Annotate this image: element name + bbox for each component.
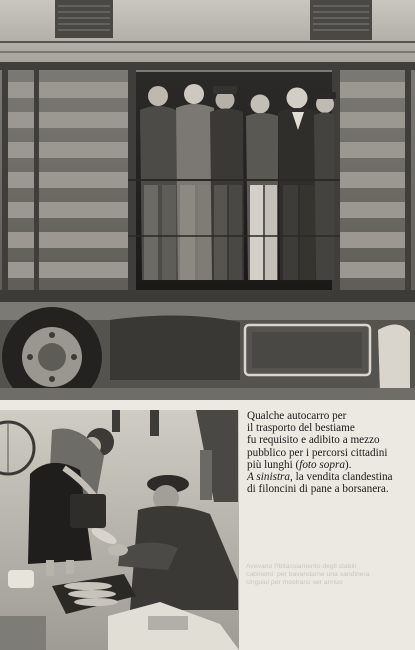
caption-text: ). bbox=[344, 458, 352, 471]
caption-line-with-ref bbox=[247, 459, 413, 471]
bleed-line: cinguiui per mostrarci ser annuo bbox=[246, 579, 343, 586]
photo-bread-black-market bbox=[0, 410, 239, 650]
caption-line-with-ref bbox=[247, 471, 413, 483]
caption-line: pubblico per i percorsi cittadini bbox=[247, 446, 388, 459]
caption-text: più lunghi ( bbox=[247, 458, 300, 471]
caption-line: di filoncini di pane a borsanera. bbox=[247, 483, 389, 496]
caption-line: fu requisito e adibito a mezzo bbox=[247, 434, 380, 447]
caption-photo-ref: A sinistra bbox=[247, 471, 291, 484]
caption-line: Qualche autocarro per bbox=[247, 410, 347, 422]
photo-caption bbox=[247, 410, 413, 495]
bleed-line: cabinemi: per bavandarne una sandinera bbox=[246, 571, 370, 578]
bleed-through-text bbox=[246, 563, 414, 587]
caption-line: il trasporto del bestiame bbox=[247, 422, 355, 435]
caption-photo-ref: foto sopra bbox=[299, 458, 345, 471]
bread-sale-photo-illustration bbox=[0, 410, 239, 650]
caption-text: , la vendita clandestina bbox=[290, 471, 393, 484]
bleed-line: Avevano l'ibitassiamento degli stabili bbox=[246, 563, 356, 570]
